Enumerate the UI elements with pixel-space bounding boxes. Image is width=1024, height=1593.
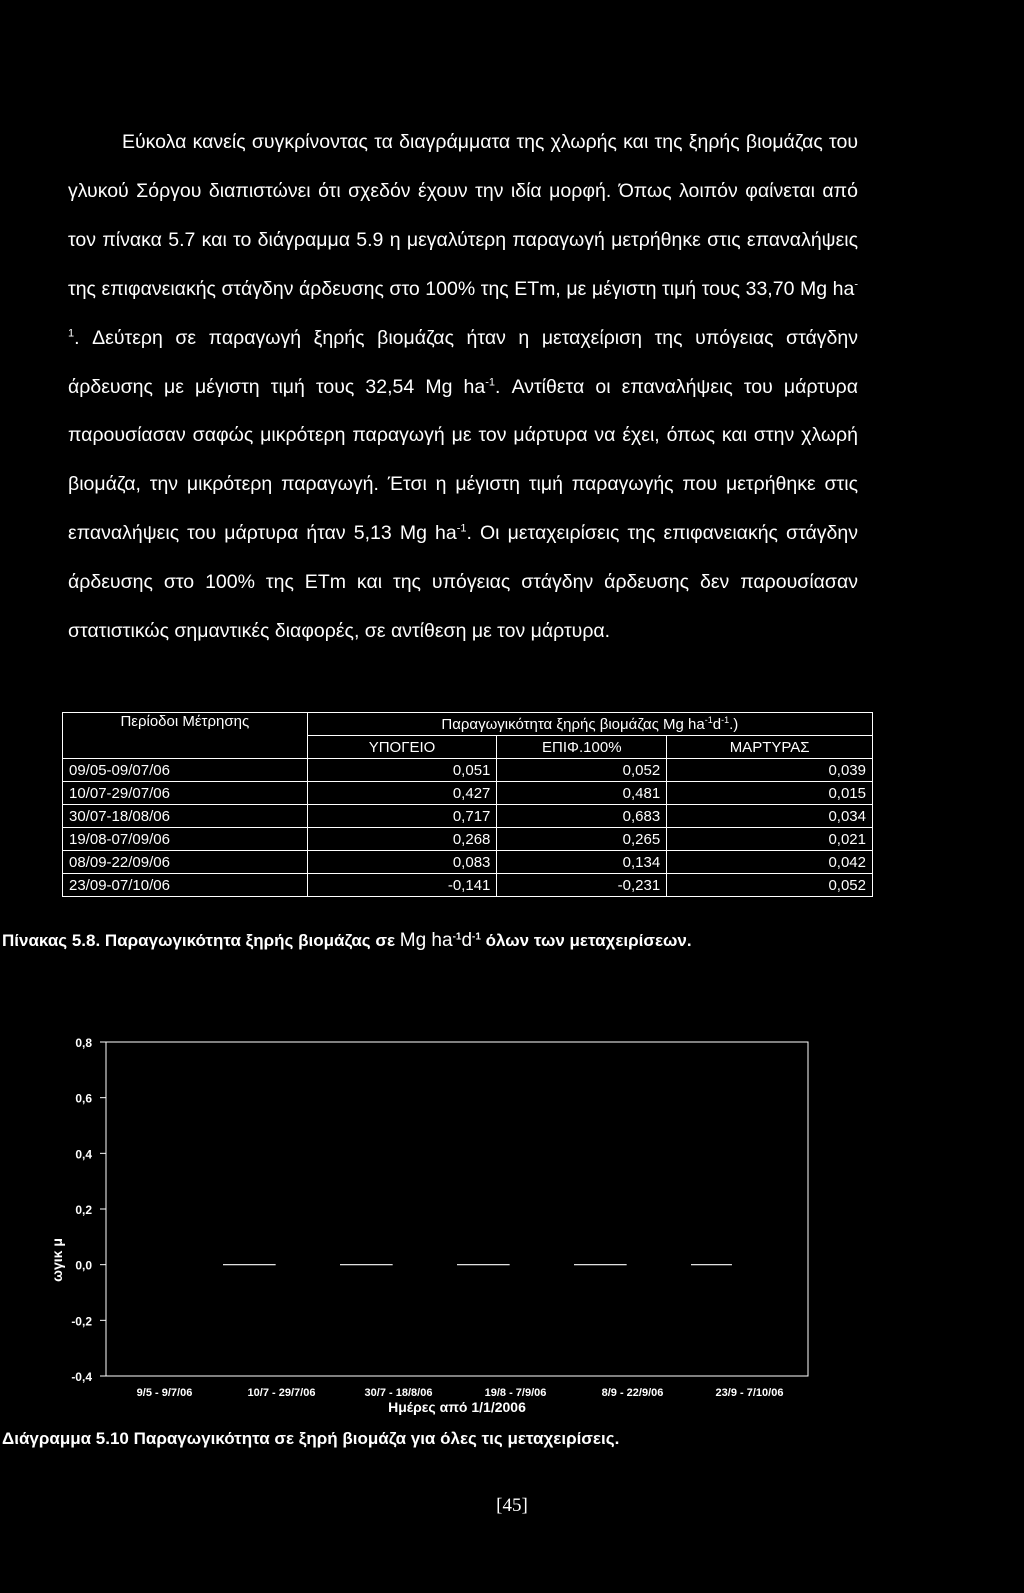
x-tick-label: 19/8 - 7/9/06 bbox=[484, 1387, 547, 1399]
period-cell: 23/09-07/10/06 bbox=[63, 874, 308, 897]
y-axis-label: ωγικ μ bbox=[49, 1238, 65, 1282]
table-row bbox=[63, 851, 873, 874]
value-cell: 0,427 bbox=[307, 782, 497, 805]
caption-unit-a: Mg ha bbox=[399, 930, 453, 951]
period-cell: 19/08-07/09/06 bbox=[63, 828, 308, 851]
value-cell: -0,141 bbox=[307, 874, 497, 897]
y-tick-label: -0,4 bbox=[71, 1370, 92, 1384]
value-cell: 0,481 bbox=[497, 782, 667, 805]
paragraph-part-1: Εύκολα κανείς συγκρίνοντας τα διαγράμματα της χλωρής και της ξηρής βιομάζας του γλυκού Σόργου διαπιστώνει ότι σχεδόν έχουν την ιδία μορφή. Όπως λοιπόν φαίνεται από τον πίνακα 5.7 και το διάγραμμα 5.9 η μεγαλύτερη παραγωγή μετρήθηκε στις επαναλήψεις της επιφανειακής στάγδην άρδευσης στο 100% της ETm, με μέγιστη τιμή τους 33,70 Mg ha bbox=[68, 131, 858, 300]
y-tick-label: 0,0 bbox=[75, 1258, 92, 1273]
value-cell: 0,717 bbox=[307, 805, 497, 828]
caption-sup-1: -1 bbox=[452, 931, 462, 943]
value-cell: 0,042 bbox=[667, 851, 873, 874]
value-cell: 0,083 bbox=[307, 851, 497, 874]
plot-frame bbox=[106, 1042, 808, 1376]
value-cell: -0,231 bbox=[497, 874, 667, 897]
period-cell: 09/05-09/07/06 bbox=[63, 759, 308, 782]
y-tick-label: 0,6 bbox=[75, 1091, 92, 1106]
productivity-table bbox=[62, 712, 873, 897]
x-axis-label: Ημέρες από 1/1/2006 bbox=[388, 1399, 526, 1415]
period-header: Περίοδοι Μέτρησης bbox=[63, 713, 308, 759]
body-paragraph bbox=[68, 118, 858, 656]
x-tick-label: 10/7 - 29/7/06 bbox=[247, 1387, 316, 1399]
table-row bbox=[63, 782, 873, 805]
superscript-2: -1 bbox=[485, 376, 496, 389]
value-cell: 0,052 bbox=[497, 759, 667, 782]
period-cell: 30/07-18/08/06 bbox=[63, 805, 308, 828]
y-tick-label: -0,2 bbox=[71, 1314, 92, 1329]
value-cell: 0,015 bbox=[667, 782, 873, 805]
group-header-text-a: Παραγωγικότητα ξηρής βιομάζας Mg ha bbox=[441, 715, 705, 733]
value-cell: 0,134 bbox=[497, 851, 667, 874]
y-tick-label: 0,8 bbox=[75, 1036, 92, 1050]
value-cell: 0,683 bbox=[497, 805, 667, 828]
period-cell: 08/09-22/09/06 bbox=[63, 851, 308, 874]
value-cell: 0,052 bbox=[667, 874, 873, 897]
chart-caption: Διάγραμμα 5.10 Παραγωγικότητα σε ξηρή βιομάζα για όλες τις μεταχειρίσεις. bbox=[2, 1429, 620, 1448]
x-tick-label: 8/9 - 22/9/06 bbox=[601, 1387, 664, 1399]
group-header-sup-2: -1 bbox=[721, 714, 730, 725]
group-header-text-c: .) bbox=[729, 715, 739, 733]
caption-text-d: όλων των μεταχειρίσεων. bbox=[480, 931, 692, 950]
x-tick-label: 23/9 - 7/10/06 bbox=[715, 1387, 784, 1399]
table-row bbox=[63, 759, 873, 782]
table-row bbox=[63, 805, 873, 828]
value-cell: 0,051 bbox=[307, 759, 497, 782]
group-header-text-b: d bbox=[712, 715, 722, 733]
group-header bbox=[307, 713, 872, 736]
productivity-chart bbox=[0, 1010, 1024, 1420]
x-axis bbox=[137, 1387, 784, 1399]
caption-unit-b: d bbox=[461, 930, 473, 951]
col-header-surface: ΕΠΙΦ.100% bbox=[497, 736, 667, 759]
superscript-3: -1 bbox=[456, 522, 467, 535]
group-header-sup-1: -1 bbox=[704, 714, 713, 725]
value-cell: 0,265 bbox=[497, 828, 667, 851]
x-tick-label: 30/7 - 18/8/06 bbox=[364, 1387, 433, 1399]
paragraph-part-3: . Αντίθετα οι επαναλήψεις του μάρτυρα παρουσίασαν σαφώς μικρότερη παραγωγή με τον μάρτυρα να έχει, όπως και στην χλωρή βιομάζα, την μικρότερη παραγωγή. Έτσι η μέγιστη τιμή παραγωγής που μετρήθηκε στις επαναλήψεις του μάρτυρα ήταν 5,13 Mg ha bbox=[68, 375, 858, 545]
caption-text-a: Πίνακας 5.8. Παραγωγικότητα ξηρής βιομάζας σε bbox=[2, 931, 400, 950]
table-row bbox=[63, 874, 873, 897]
caption-sup-2: -1 bbox=[472, 931, 481, 943]
page-number: [45] bbox=[496, 1495, 528, 1516]
col-header-underground: ΥΠΟΓΕΙΟ bbox=[307, 736, 497, 759]
col-header-control: ΜΑΡΤΥΡΑΣ bbox=[667, 736, 873, 759]
table-row bbox=[63, 828, 873, 851]
y-tick-label: 0,2 bbox=[75, 1203, 92, 1217]
y-tick-label: 0,4 bbox=[75, 1147, 92, 1162]
paragraph-part-2: . Δεύτερη σε παραγωγή ξηρής βιομάζας ήταν η μεταχείριση της υπόγειας στάγδην άρδευσης με μέγιστη τιμή τους 32,54 Mg ha bbox=[68, 326, 858, 398]
value-cell: 0,268 bbox=[307, 828, 497, 851]
value-cell: 0,034 bbox=[667, 805, 873, 828]
value-cell: 0,039 bbox=[667, 759, 873, 782]
period-cell: 10/07-29/07/06 bbox=[63, 782, 308, 805]
table-header-row bbox=[63, 713, 873, 736]
superscript-1: -1 bbox=[68, 278, 858, 340]
x-tick-label: 9/5 - 9/7/06 bbox=[136, 1387, 193, 1399]
value-cell: 0,021 bbox=[667, 828, 873, 851]
table-caption bbox=[2, 930, 1012, 952]
y-axis bbox=[71, 1036, 106, 1384]
paragraph-part-4: . Οι μεταχειρίσεις της επιφανειακής στάγδην άρδευσης στο 100% της ETm και της υπόγειας στάγδην άρδευσης δεν παρουσίασαν στατιστικώς σημαντικές διαφορές, σε αντίθεση με τον μάρτυρα. bbox=[68, 522, 858, 643]
